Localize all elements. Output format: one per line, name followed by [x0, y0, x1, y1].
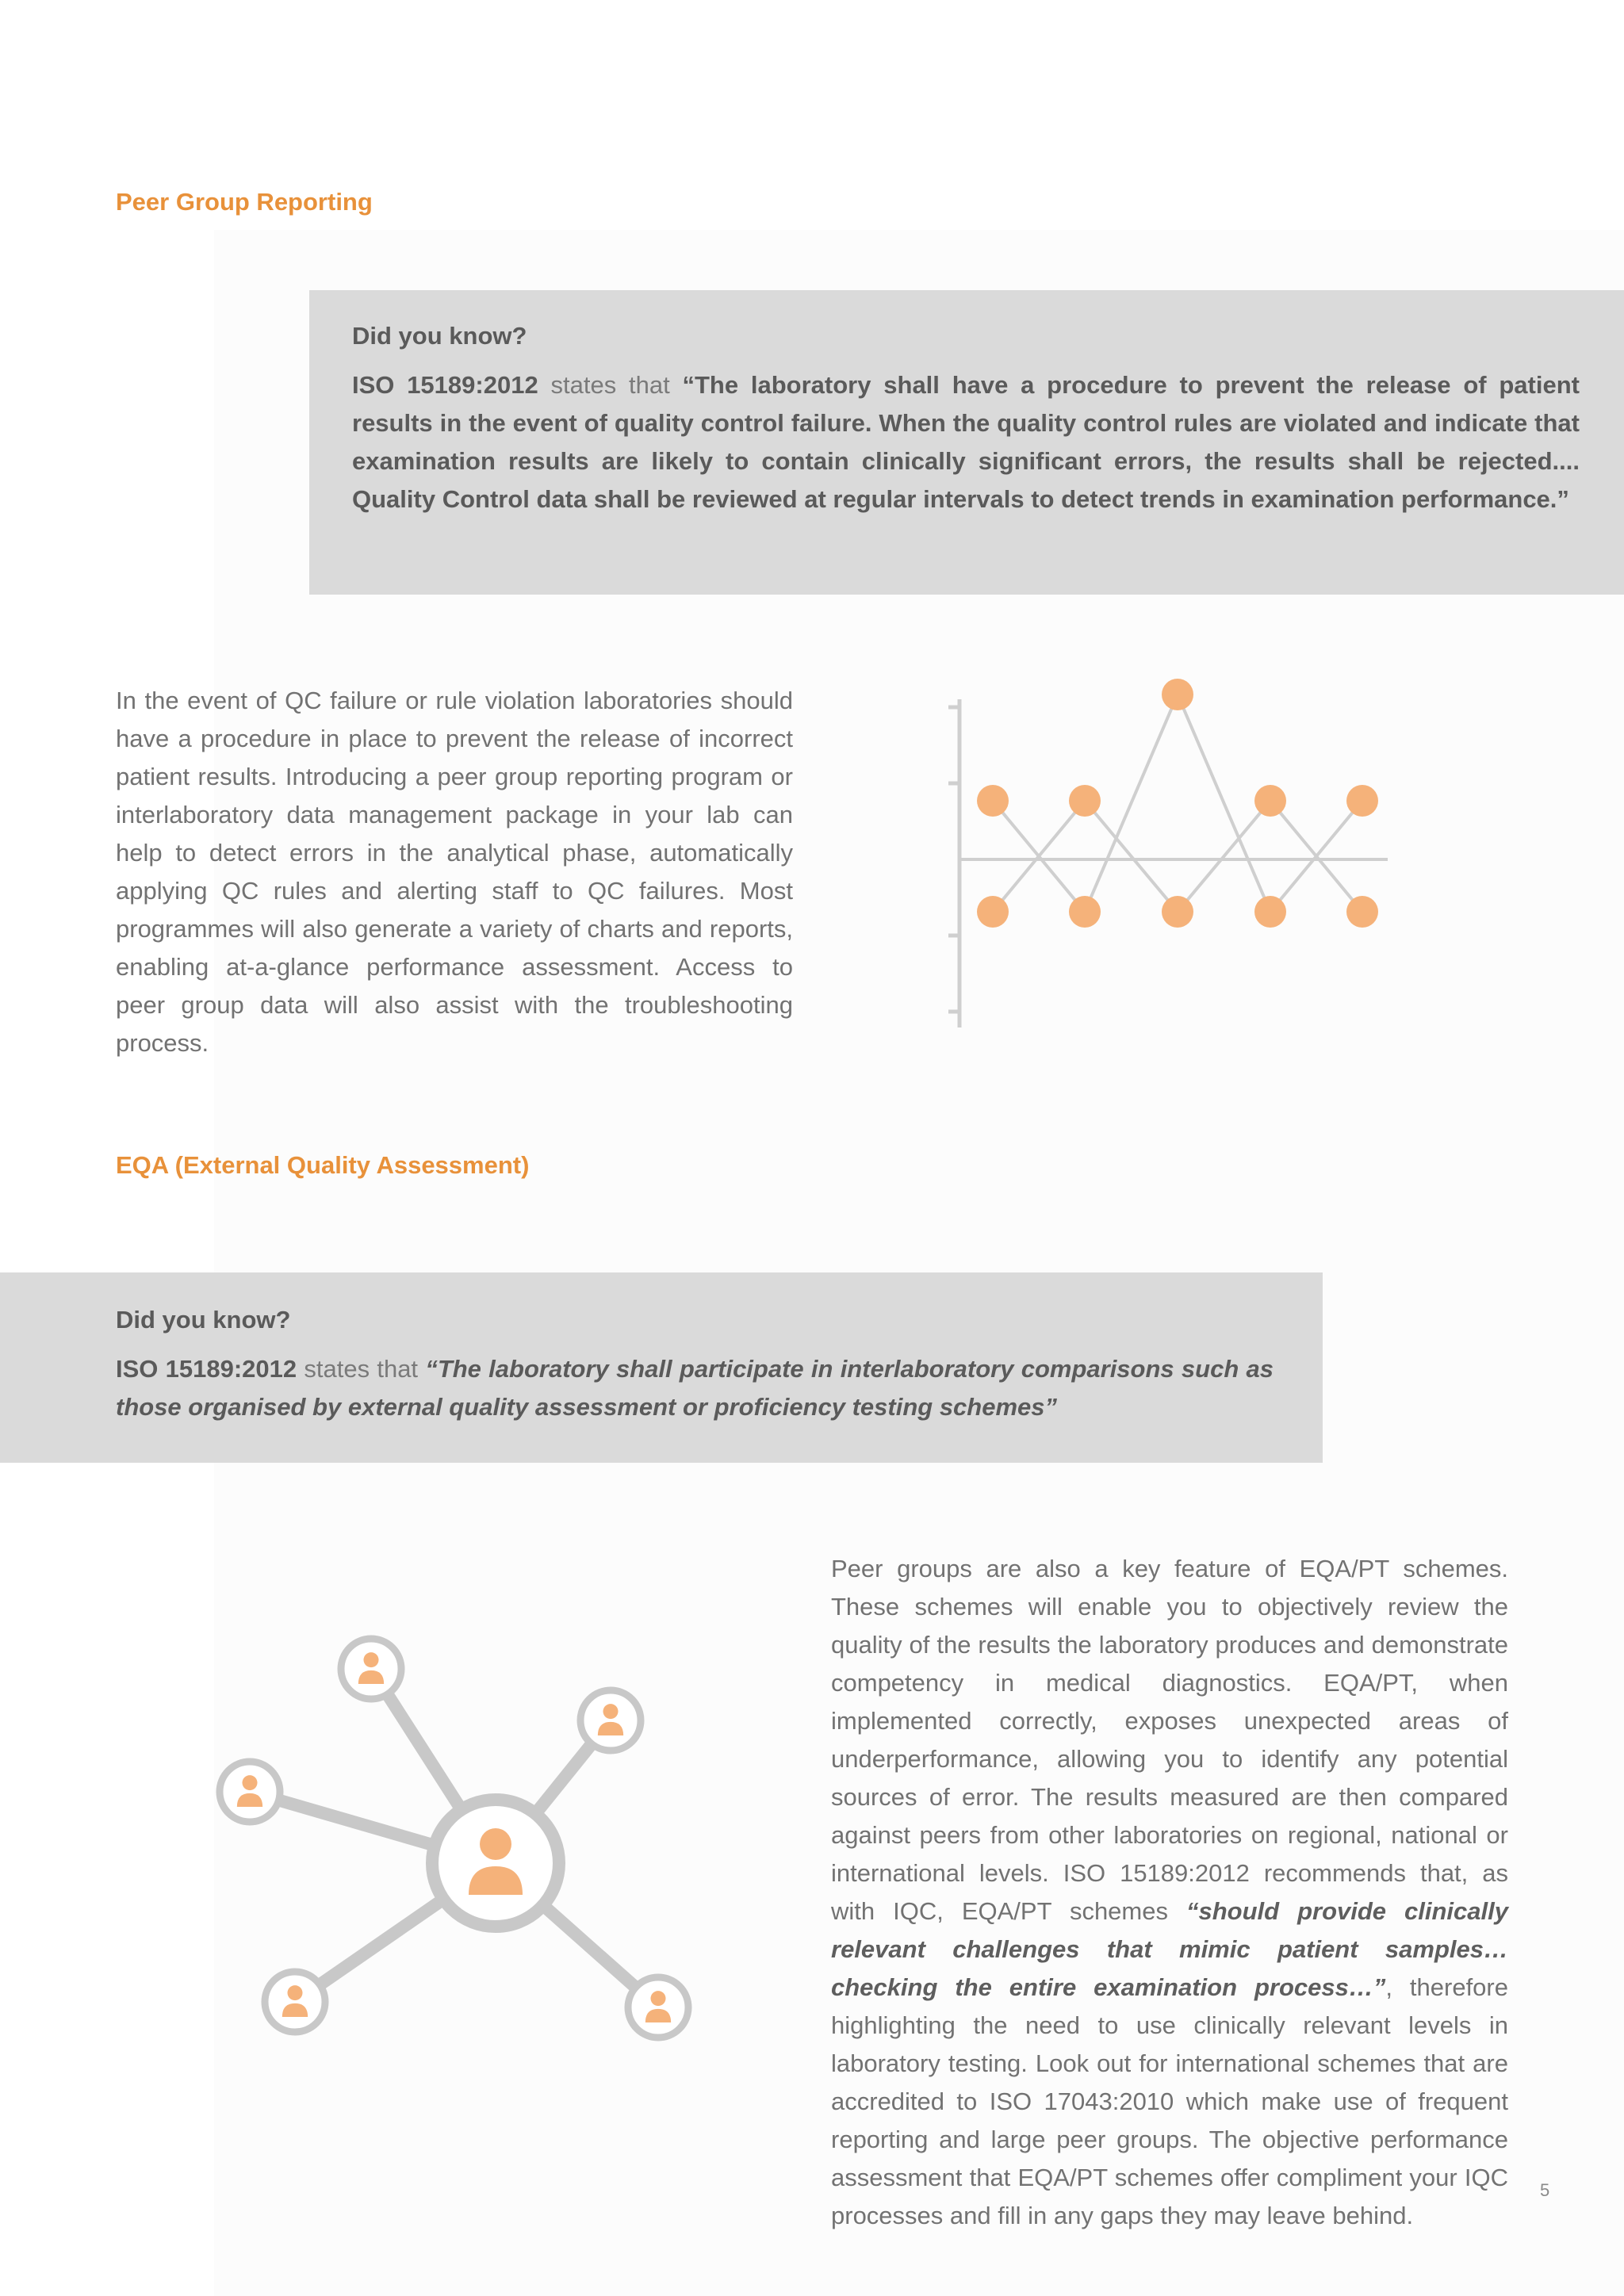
- person-head: [364, 1652, 379, 1667]
- qc-chart-icon: [936, 666, 1404, 1031]
- did-you-know-callout: [309, 290, 1624, 595]
- qc-point: [1162, 896, 1193, 928]
- callout-title: Did you know?: [116, 1306, 291, 1334]
- callout-title: Did you know?: [352, 322, 527, 350]
- qc-point: [1069, 785, 1101, 817]
- states-that: states that: [550, 371, 670, 399]
- person-head: [603, 1704, 619, 1719]
- node-ring: [628, 1977, 688, 2038]
- section-heading-eqa: EQA (External Quality Assessment): [116, 1151, 530, 1179]
- eqa-text-after: , therefore highlighting the need to use clinically relevant levels in laboratory testing. Look out for international schemes that are accredited to ISO 17043:2010 which make use of frequent reporting and large peer groups. The objective performance assessment that EQA/PT schemes offer compliment your IQC processes and fill in any gaps they may leave behind.: [831, 1973, 1508, 2229]
- node-ring: [580, 1690, 641, 1751]
- qc-point: [1162, 679, 1193, 710]
- node-ring: [265, 1972, 325, 2032]
- central-lab-node: [432, 1800, 559, 1927]
- peer-node: [341, 1639, 401, 1699]
- person-head: [480, 1828, 511, 1860]
- node-ring: [220, 1762, 280, 1822]
- peer-node: [265, 1972, 325, 2032]
- eqa-paragraph: [831, 1550, 1508, 2235]
- qc-point: [1254, 785, 1286, 817]
- peer-node: [220, 1762, 280, 1822]
- iso-reference: ISO 15189:2012: [352, 371, 538, 399]
- eqa-quote: “should provide clinically relevant challenges that mimic patient samples…checking the entire examination process…”: [831, 1897, 1508, 2001]
- person-head: [651, 1991, 666, 2006]
- states-that: states that: [304, 1355, 419, 1383]
- iso-reference: ISO 15189:2012: [116, 1355, 297, 1383]
- person-head: [243, 1775, 258, 1790]
- node-ring: [341, 1639, 401, 1699]
- page-number: 5: [1540, 2180, 1550, 2200]
- qc-trend-line: [993, 695, 1362, 912]
- callout-quote: [116, 1350, 1274, 1426]
- section-heading-peer-group: Peer Group Reporting: [116, 188, 373, 216]
- qc-trend-line: [993, 801, 1362, 912]
- quote-text: “The laboratory shall participate in interlaboratory comparisons such as those organised by external quality assessment or proficiency testing schemes”: [116, 1355, 1274, 1421]
- did-you-know-callout-eqa: [0, 1272, 1323, 1463]
- peer-node: [580, 1690, 641, 1751]
- qc-point: [1346, 896, 1378, 928]
- peer-network-icon: [206, 1625, 714, 2069]
- quote-text: “The laboratory shall have a procedure to prevent the release of patient results in the event of quality control failure. When the quality control rules are violated and indicate that examination results are likely to contain clinically significant errors, the results shall be rejected.... Quality Control data shall be reviewed at regular intervals to detect trends in examination performance.”: [352, 371, 1580, 513]
- eqa-text-before: Peer groups are also a key feature of EQA/PT schemes. These schemes will enable you to objectively review the quality of the results the laboratory produces and demonstrate competency in medical diagnostics. EQA/PT, when implemented correctly, exposes unexpected areas of underperformance, allowing you to identify any potential sources of error. The results measured are then compared against peers from other laboratories on regional, national or international levels. ISO 15189:2012 recommends that, as with IQC, EQA/PT schemes: [831, 1555, 1508, 1925]
- qc-point: [977, 785, 1009, 817]
- callout-quote: [352, 366, 1580, 519]
- node-ring: [432, 1800, 559, 1927]
- qc-point: [1346, 785, 1378, 817]
- peer-group-paragraph: In the event of QC failure or rule violation laboratories should have a procedure in place to prevent the release of incorrect patient results. Introducing a peer group reporting program or interlaboratory data management package in your lab can help to detect errors in the analytical phase, automatically applying QC rules and alerting staff to QC failures. Most programmes will also generate a variety of charts and reports, enabling at-a-glance performance assessment. Access to peer group data will also assist with the troubleshooting process.: [116, 687, 793, 1057]
- peer-node: [628, 1977, 688, 2038]
- qc-point: [1254, 896, 1286, 928]
- person-head: [288, 1985, 303, 2000]
- qc-point: [1069, 896, 1101, 928]
- qc-point: [977, 896, 1009, 928]
